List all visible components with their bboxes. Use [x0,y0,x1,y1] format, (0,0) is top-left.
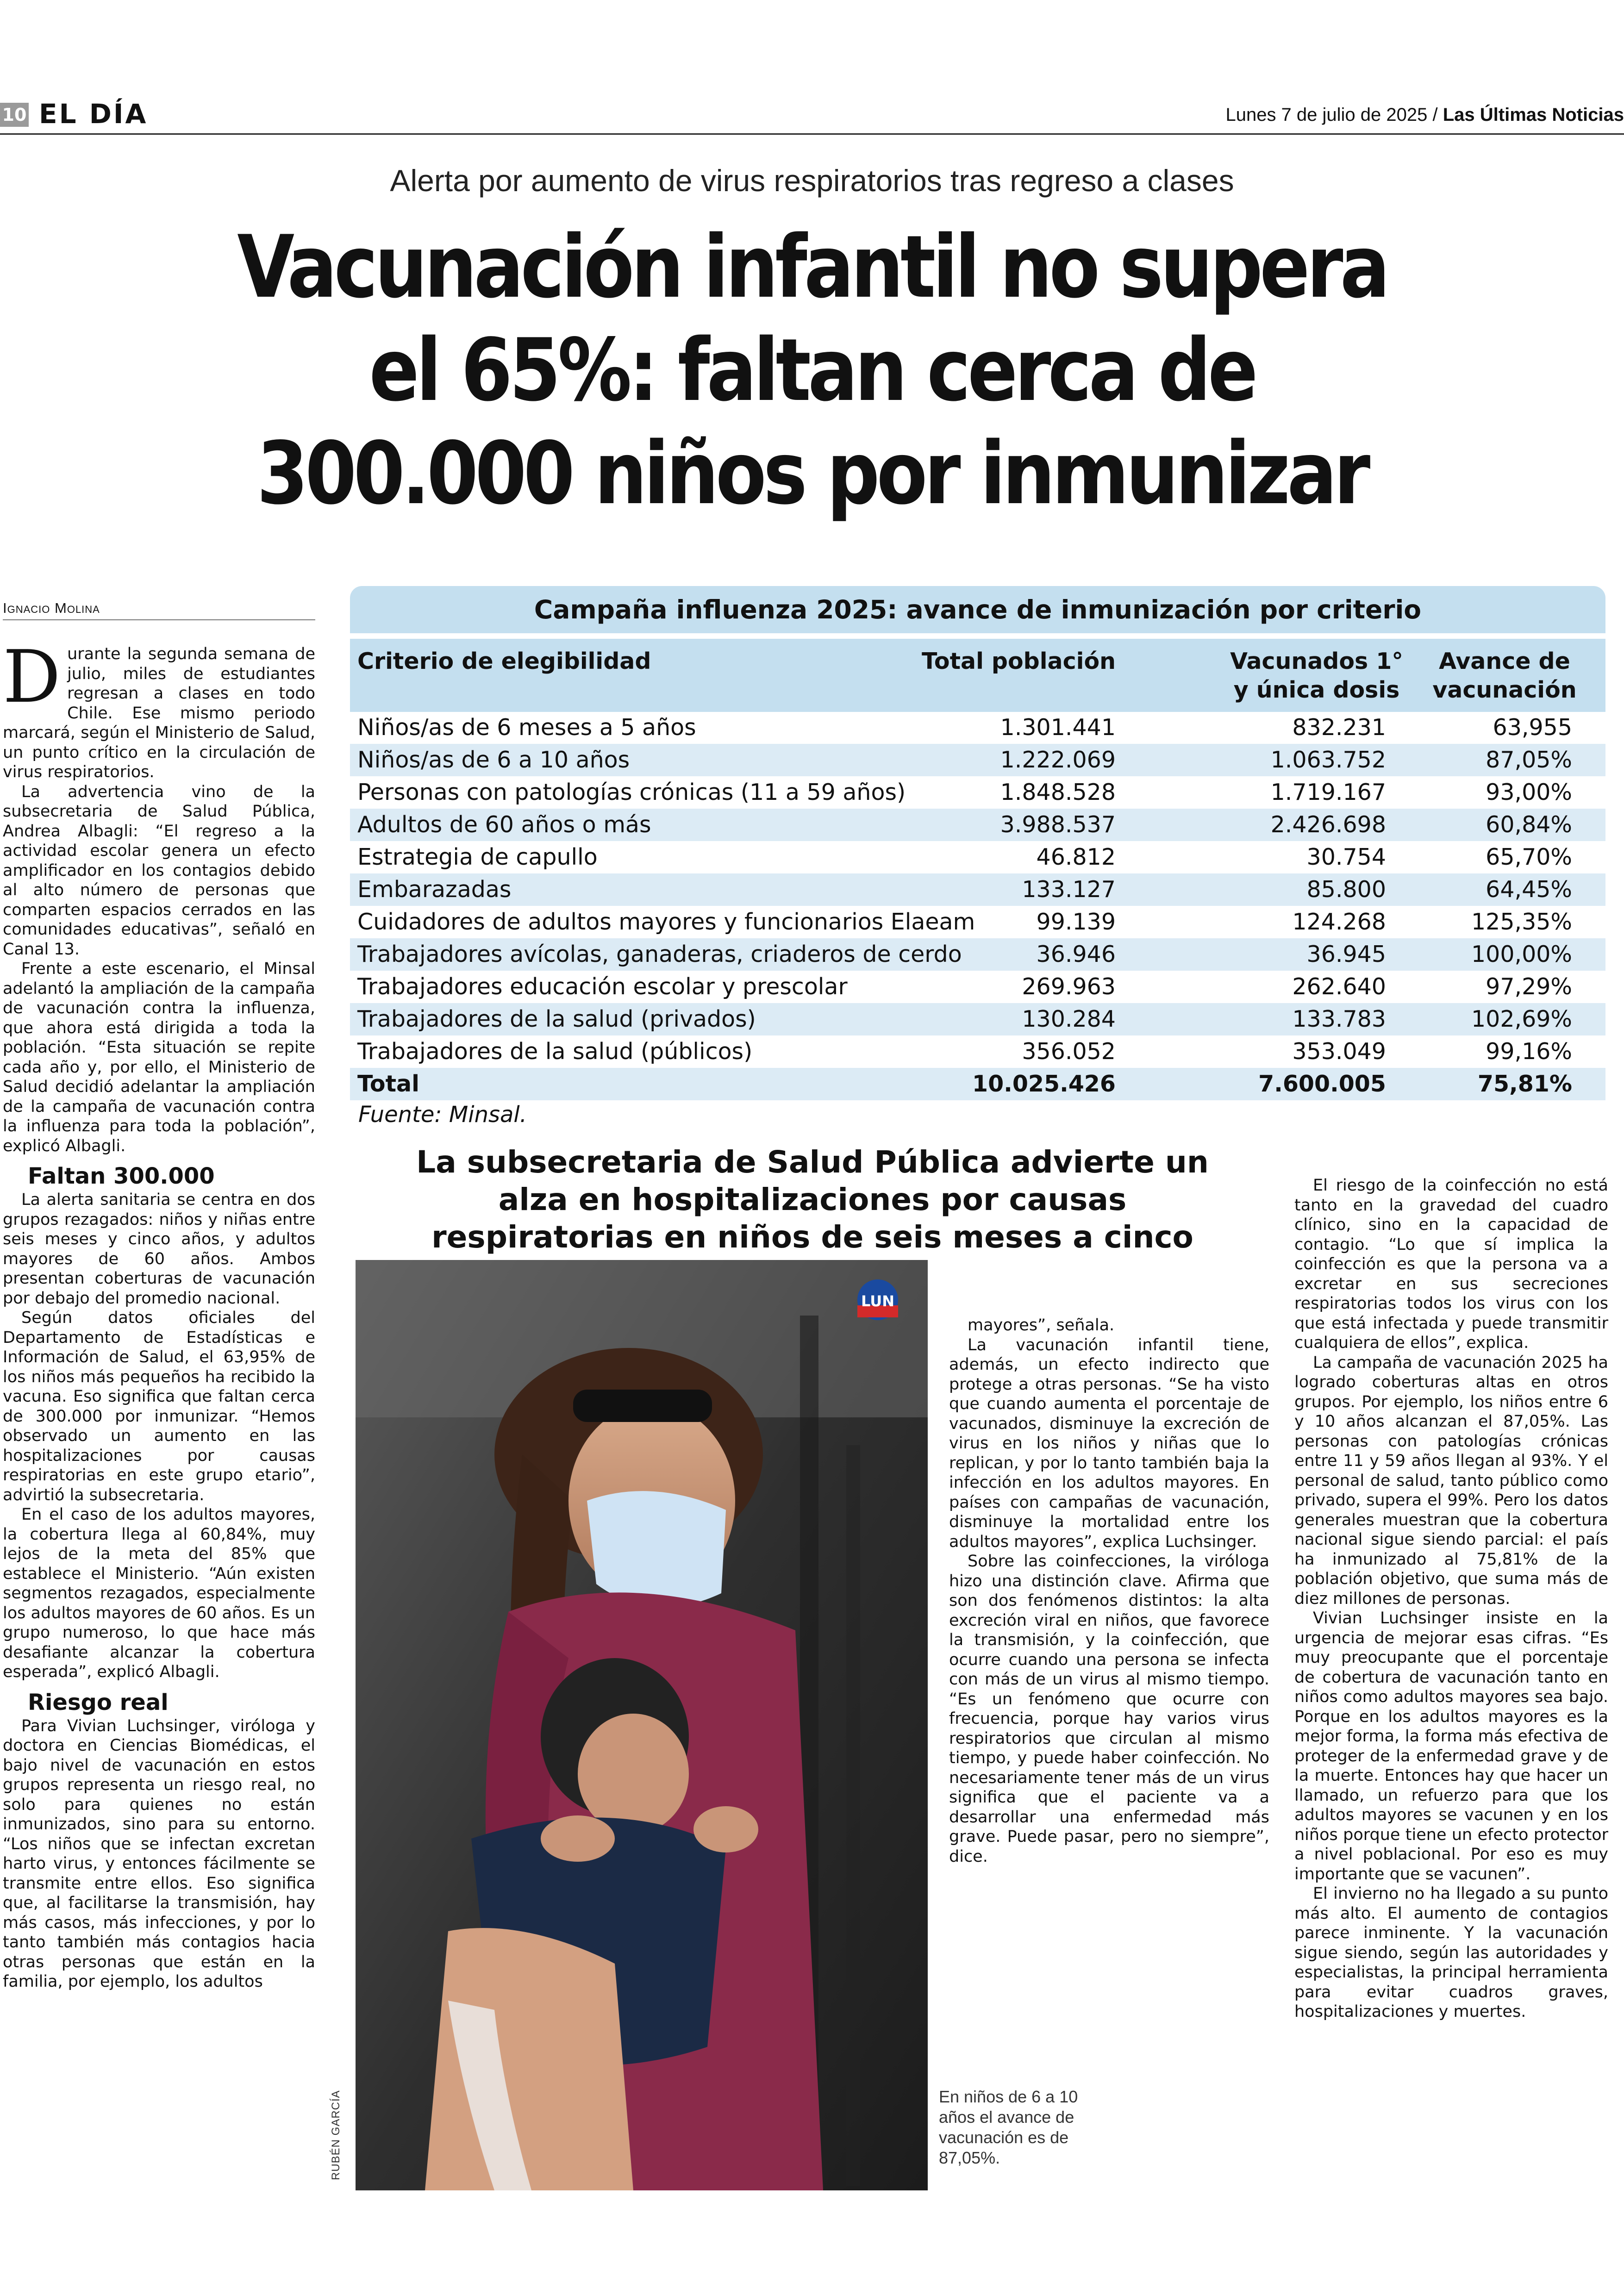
table-cell: 99.139 [1036,909,1116,935]
table-cell: 832.231 [1292,714,1386,741]
table-cell: 133.783 [1292,1006,1386,1032]
article-column-3 [949,1316,1269,1866]
table-cell: 97,29% [1486,973,1572,1000]
subheading: Faltan 300.000 [28,1163,215,1189]
table-cell: 30.754 [1306,844,1386,870]
table-cell: 85.800 [1306,876,1386,903]
table-cell: Embarazadas [357,876,512,903]
table-cell: 87,05% [1486,747,1572,773]
table-cell: 102,69% [1471,1006,1572,1032]
table-row [350,906,1605,938]
table-cell: 1.063.752 [1270,747,1386,773]
photo-caption: En niños de 6 a 10 años el avance de vacunación es de 87,05%. [939,2087,1078,2167]
body-paragraph: El riesgo de la coinfección no está tanto en la gravedad del cuadro clínico, sino en la capacidad de contagio. “Lo que sí implica la coinfección es que la persona va a excretar en sus secreciones respiratorias todos los virus con los que está infectada y puede transmitir cualquiera de ellos”, explica. [1294,1176,1608,1352]
publication-name: Las Últimas Noticias [1443,105,1624,125]
drop-cap: D [3,635,61,719]
pull-quote: La subsecretaria de Salud Pública advierte un alza en hospitalizaciones por causas respiratorias en niños de seis meses a cinco [416,1144,1209,1255]
column-header: Avance de vacunación [1432,648,1577,703]
table-cell: 100,00% [1471,941,1572,967]
table-row [350,841,1605,873]
table-cell: Trabajadores de la salud (privados) [357,1006,756,1032]
table-cell: Cuidadores de adultos mayores y funcionarios Elaeam [357,909,975,935]
body-paragraph: La advertencia vino de la subsecretaria de Salud Pública, Andrea Albagli: “El regreso a la actividad escolar genera un efecto amplificador en los contagios debido al alto número de personas que comparten espacios cerrados en las comunidades educativas”, señaló en Canal 13. [3,782,315,959]
article-photo [356,1260,928,2190]
column-header: Vacunados 1° y única dosis [1230,648,1403,703]
table-row [350,776,1605,809]
table-cell: 356.052 [1022,1038,1116,1065]
table-total-row [350,1068,1605,1100]
table-cell: 1.719.167 [1270,779,1386,805]
table-source: Fuente: Minsal. [358,1102,527,1128]
body-paragraph: Sobre las coinfecciones, la viróloga hizo una distinción clave. Afirma que son dos fenómenos distintos: la alta excreción viral en niños, que favorece la transmisión, y la coinfección, que ocurre cuando una persona se infecta con más de un virus al mismo tiempo. “Es un fenómeno que ocurre con frecuencia, porque hay varios virus respiratorios que circulan al mismo tiempo, y puede haber coinfección. No necesariamente tener más de un virus significa que el paciente va a desarrollar una enfermedad más grave. Puede pasar, pero no siempre”, dice. [949,1552,1269,1866]
body-paragraph: La vacunación infantil tiene, además, un efecto indirecto que protege a otras personas. “Se ha visto que cuando aumenta el porcentaje de vacunados, disminuye la excreción de virus en los niños y niñas que lo replican, y por lo tanto también baja la infección en los adultos mayores. En países con campañas de vacunación, disminuye la mortalidad entre los adultos mayores”, explica Luchsinger. [949,1335,1269,1551]
table-row [350,1003,1605,1035]
section-name: EL DÍA [39,98,148,130]
table-cell: Niños/as de 6 a 10 años [357,747,630,773]
table-cell: 65,70% [1486,844,1572,870]
table-cell: 1.848.528 [1000,779,1116,805]
table-cell: 36.946 [1036,941,1116,967]
headline [114,215,1511,525]
table-cell: Trabajadores educación escolar y prescolar [357,973,848,1000]
body-paragraph: Para Vivian Luchsinger, viróloga y doctora en Ciencias Biomédicas, el bajo nivel de vacunación en estos grupos representa un riesgo real, no solo para quienes no están inmunizados, sino para su entorno. “Los niños que se infectan excretan harto virus, y entonces fácilmente se transmite entre ellos. Eso significa que, al facilitarse la transmisión, hay más casos, más infecciones, y por lo tanto también más contagios hacia otras personas que están en la familia, por ejemplo, los adultos [3,1716,315,1991]
table-cell: 124.268 [1292,909,1386,935]
table-cell: 10.025.426 [972,1071,1116,1097]
dateline [1225,105,1624,125]
table-header [350,639,1605,712]
table-row [350,711,1605,744]
table-row [350,971,1605,1003]
body-paragraph: La campaña de vacunación 2025 ha logrado coberturas altas en otros grupos. Por ejemplo, los niños entre 6 y 10 años alcanzan el 87,05%. Las personas con patologías crónicas entre 11 y 59 años llegan al 93%. Y el personal de salud, tanto público como privado, supera el 99%. Pero los datos generales muestran que la cobertura nacional sigue siendo parcial: el país ha inmunizado al 75,81% de la población objetivo, que suma más de diez millones de personas. [1294,1353,1608,1608]
table-cell: 63,955 [1493,714,1572,741]
headline-line: 300.000 niños por inmunizar [256,423,1368,524]
table-body [350,711,1605,1100]
body-paragraph: Según datos oficiales del Departamento de Estadísticas e Información de Salud, el 63,95% de los niños más pequeños ha recibido la vacuna. Eso significa que faltan cerca de 300.000 por inmunizar. “Hemos observado un aumento en las hospitalizaciones por causas respiratorias en este grupo etario”, advirtió la subsecretaria. [3,1309,315,1504]
column-header: Criterio de elegibilidad [357,648,651,674]
table-row [350,873,1605,906]
table-row [350,744,1605,776]
issue-date: Lunes 7 de julio de 2025 [1225,105,1428,125]
table-cell: 1.222.069 [1000,747,1116,773]
table-cell: Adultos de 60 años o más [357,811,651,838]
subheading: Riesgo real [28,1689,169,1715]
table-cell: Estrategia de capullo [357,844,598,870]
table-cell: 133.127 [1022,876,1116,903]
lead-paragraph: Durante la segunda semana de julio, miles de estudiantes regresan a clases en todo Chile. Ese mismo periodo marcará, según el Ministerio de Salud, un punto crítico en la circulación de virus respiratorios. [3,635,315,781]
table-cell: 46.812 [1036,844,1116,870]
headline-line: el 65%: faltan cerca de [369,320,1255,421]
photo-credit: RUBÉN GARCÍA [330,2090,342,2180]
body-paragraph: mayores”, señala. [968,1316,1115,1335]
table-cell: 7.600.005 [1258,1071,1386,1097]
table-cell: 125,35% [1471,909,1572,935]
lun-badge: LUN [861,1292,895,1310]
table-cell: 130.284 [1022,1006,1116,1032]
body-paragraph: Frente a este escenario, el Minsal adelantó la ampliación de la campaña de vacunación contra la influenza, que ahora está dirigida a toda la población. “Esta situación se repite cada año y, por ello, el Ministerio de Salud decidió adelantar la ampliación de la campaña de vacunación contra la influenza para toda la población”, explicó Albagli. [3,960,315,1155]
byline: Ignacio Molina [3,600,315,620]
table-cell: Trabajadores avícolas, ganaderas, criaderos de cerdo [357,941,962,967]
table-cell: 60,84% [1486,811,1572,838]
table-cell: 99,16% [1486,1038,1572,1065]
article-column-4 [1294,1176,1608,2022]
column-header: Total población [922,648,1116,674]
article-column-1 [3,635,315,1992]
table-row [350,1035,1605,1068]
dateline-separator: / [1432,105,1438,125]
header-rule [0,133,1624,135]
body-paragraph: En el caso de los adultos mayores, la cobertura llega al 60,84%, muy lejos de la meta del 85% que establece el Ministerio. “Aún existen segmentos rezagados, especialmente los adultos mayores de 60 años. Es un grupo numeroso, lo que hace más desafiante alcanzar la cobertura esperada”, explicó Albagli. [3,1505,315,1681]
table-cell: 36.945 [1306,941,1386,967]
kicker: Alerta por aumento de virus respiratorios tras regreso a clases [390,163,1234,198]
table-cell: 1.301.441 [1000,714,1116,741]
body-paragraph: La alerta sanitaria se centra en dos grupos rezagados: niños y niñas entre seis meses y cinco años, y adultos mayores de 60 años. Ambos presentan coberturas de vacunación por debajo del promedio nacional. [3,1191,315,1308]
body-paragraph: Vivian Luchsinger insiste en la urgencia de mejorar esas cifras. “Es muy preocupante que el porcentaje de cobertura de vacunación tanto en niños como adultos mayores sea bajo. Porque en los adultos mayores es la mejor forma, la forma más efectiva de proteger de la enfermedad grave y de la muerte. Entonces hay que hacer un llamado, un refuerzo para que los adultos mayores se vacunen y en los niños porque tiene un efecto protector a nivel poblacional. Por eso es muy importante que se vacunen”. [1294,1609,1608,1883]
page-number: 10 [0,103,29,127]
table-cell: 262.640 [1292,973,1386,1000]
table-cell: Personas con patologías crónicas (11 a 59 años) [357,779,906,805]
table-cell: 64,45% [1486,876,1572,903]
table-cell: 3.988.537 [1000,811,1116,838]
body-paragraph: El invierno no ha llegado a su punto más alto. El aumento de contagios parece inminente. Y la vacunación sigue siendo, según las autoridades y especialistas, la principal herramienta para evitar cuadros graves, hospitalizaciones y muertes. [1294,1884,1608,2021]
table-cell: 93,00% [1486,779,1572,805]
table-cell: 353.049 [1292,1038,1386,1065]
photo-illustration [356,1260,928,2190]
table-cell: Trabajadores de la salud (públicos) [357,1038,753,1065]
table-row [350,938,1605,971]
table-row [350,809,1605,841]
table-cell: 269.963 [1022,973,1116,1000]
headline-line: Vacunación infantil no supera [237,217,1387,317]
table-cell: 75,81% [1477,1071,1572,1097]
table-cell: 2.426.698 [1270,811,1386,838]
table-cell: Niños/as de 6 meses a 5 años [357,714,696,741]
table-title: Campaña influenza 2025: avance de inmunización por criterio [350,586,1605,633]
table-cell: Total [357,1071,419,1097]
